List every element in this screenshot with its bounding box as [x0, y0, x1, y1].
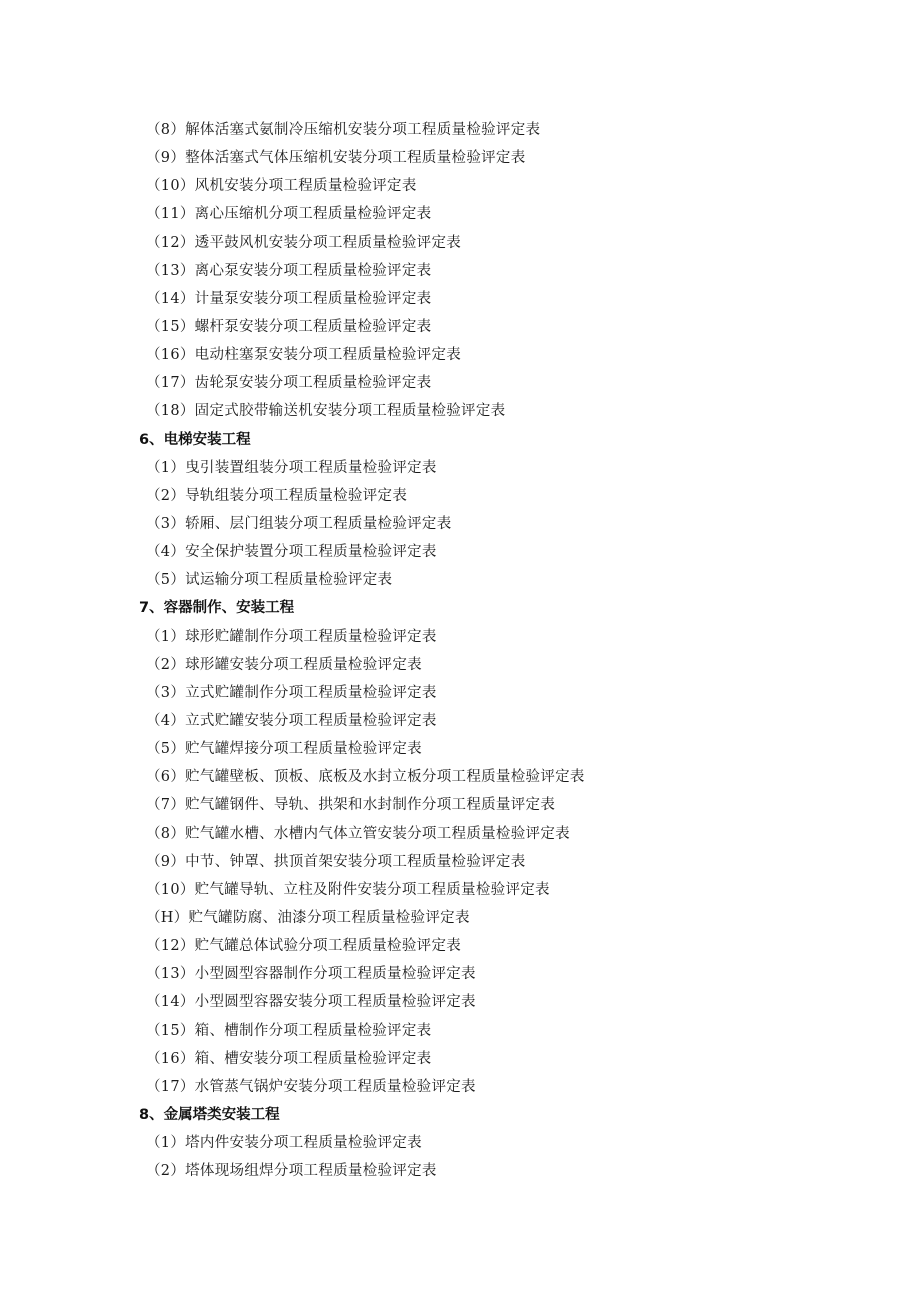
list-item: （1）球形贮罐制作分项工程质量检验评定表 — [146, 628, 437, 645]
section-heading: 6、电梯安装工程 — [139, 431, 251, 448]
list-item: （9）整体活塞式气体压缩机安装分项工程质量检验评定表 — [146, 150, 526, 167]
list-item: （10）风机安装分项工程质量检验评定表 — [146, 178, 417, 195]
list-item: （1）塔内件安装分项工程质量检验评定表 — [146, 1135, 422, 1152]
list-item: （4）立式贮罐安装分项工程质量检验评定表 — [146, 712, 437, 729]
list-item: （2）球形罐安装分项工程质量检验评定表 — [146, 656, 422, 673]
list-item: （8）贮气罐水槽、水槽内气体立管安装分项工程质量检验评定表 — [146, 825, 570, 842]
document-content — [139, 116, 839, 1185]
list-item: （17）水管蒸气锅炉安装分项工程质量检验评定表 — [146, 1078, 476, 1095]
list-item: （8）解体活塞式氨制冷压缩机安装分项工程质量检验评定表 — [146, 122, 541, 138]
list-item: （H）贮气罐防腐、油漆分项工程质量检验评定表 — [146, 909, 470, 926]
list-item: （15）螺杆泵安装分项工程质量检验评定表 — [146, 318, 432, 335]
list-item: （17）齿轮泵安装分项工程质量检验评定表 — [146, 375, 432, 392]
list-item: （2）塔体现场组焊分项工程质量检验评定表 — [146, 1163, 437, 1180]
list-item: （12）透平鼓风机安装分项工程质量检验评定表 — [146, 234, 462, 251]
list-item: （13）小型圆型容器制作分项工程质量检验评定表 — [146, 966, 476, 983]
list-item: （10）贮气罐导轨、立柱及附件安装分项工程质量检验评定表 — [146, 881, 550, 898]
list-item: （3）立式贮罐制作分项工程质量检验评定表 — [146, 684, 437, 701]
section-heading: 7、容器制作、安装工程 — [139, 600, 295, 617]
list-item: （3）轿厢、层门组装分项工程质量检验评定表 — [146, 515, 452, 532]
list-item: （1）曳引装置组装分项工程质量检验评定表 — [146, 459, 437, 476]
list-item: （11）离心压缩机分项工程质量检验评定表 — [146, 206, 432, 223]
list-item: （9）中节、钟罩、拱顶首架安装分项工程质量检验评定表 — [146, 853, 526, 870]
list-item: （5）贮气罐焊接分项工程质量检验评定表 — [146, 741, 422, 758]
section-heading: 8、金属塔类安装工程 — [139, 1106, 280, 1123]
list-item: （13）离心泵安装分项工程质量检验评定表 — [146, 262, 432, 279]
list-item: （7）贮气罐钢件、导轨、拱架和水封制作分项工程质量评定表 — [146, 797, 556, 814]
list-item: （15）箱、槽制作分项工程质量检验评定表 — [146, 1022, 432, 1039]
list-item: （2）导轨组装分项工程质量检验评定表 — [146, 487, 408, 504]
list-item: （14）计量泵安装分项工程质量检验评定表 — [146, 290, 432, 307]
list-item: （6）贮气罐壁板、顶板、底板及水封立板分项工程质量检验评定表 — [146, 769, 585, 786]
list-item: （12）贮气罐总体试验分项工程质量检验评定表 — [146, 938, 462, 955]
list-item: （5）试运输分项工程质量检验评定表 — [146, 572, 393, 589]
list-item: （16）箱、槽安装分项工程质量检验评定表 — [146, 1050, 432, 1067]
list-item: （18）固定式胶带输送机安装分项工程质量检验评定表 — [146, 403, 506, 420]
list-item: （16）电动柱塞泵安装分项工程质量检验评定表 — [146, 347, 462, 364]
list-item: （4）安全保护装置分项工程质量检验评定表 — [146, 544, 437, 561]
list-item: （14）小型圆型容器安装分项工程质量检验评定表 — [146, 994, 476, 1011]
